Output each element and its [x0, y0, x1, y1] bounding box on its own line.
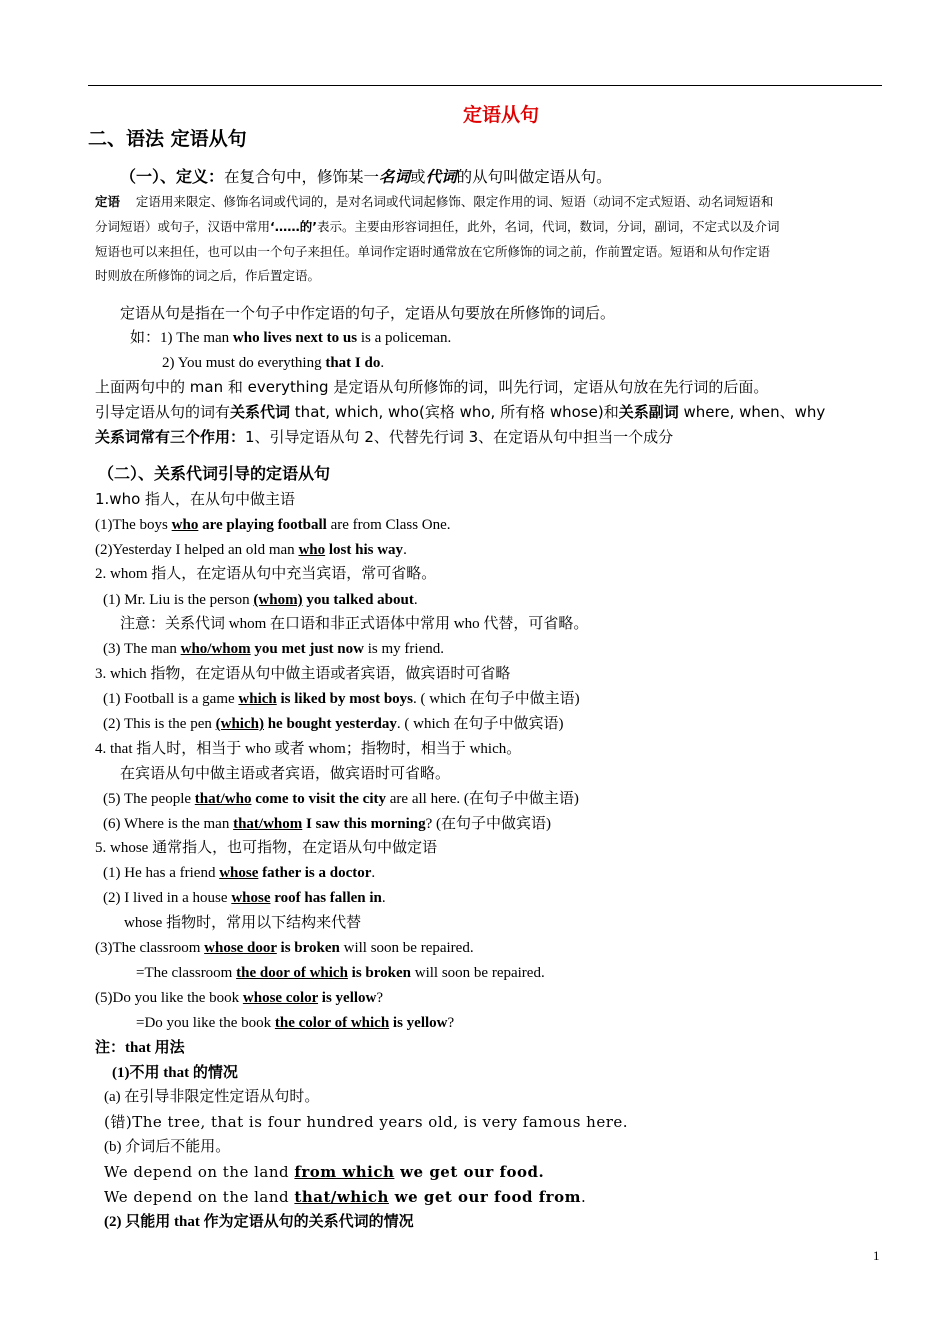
- whose-example-3-equiv: [136, 964, 545, 982]
- note-quote: ‘……的’: [270, 219, 318, 234]
- whom-heading: 2. whom 指人，在定语从句中充当宾语，常可省略。: [95, 566, 437, 582]
- whom3-d: is my friend.: [363, 641, 444, 657]
- who2-rel: who: [298, 542, 326, 558]
- relative-words-c: that, which, who(宾格 who, 所有格 whose)和: [290, 403, 619, 421]
- whose5-clause: is yellow: [318, 990, 377, 1006]
- example-1-c: is a policeman.: [357, 330, 452, 346]
- note-text-2c: 表示。主要由形容词担任，此外，名词，代词，数词，分词，副词，不定式以及介词: [317, 219, 780, 234]
- whose3-d: will soon be repaired.: [339, 940, 474, 956]
- that-heading-2: 在宾语从句中做主语或者宾语，做宾语时可省略。: [120, 766, 451, 782]
- pronoun-term: 代词: [425, 168, 457, 186]
- that5-a: (5) The people: [103, 791, 195, 807]
- which2-clause: he bought yesterday: [263, 716, 397, 732]
- whose2-d: .: [381, 890, 386, 906]
- that6-a: (6) Where is the man: [103, 816, 234, 832]
- whom1-clause: you talked about: [302, 592, 414, 608]
- which1-a: (1) Football is a game: [103, 691, 239, 707]
- antecedent-explanation: 上面两句中的 man 和 everything 是定语从句所修饰的词，叫先行词，定语从句放在先行词的后面。: [95, 378, 769, 396]
- who1-d: are from Class One.: [326, 517, 451, 533]
- note-text-1: 定语用来限定、修饰名词或代词的，是对名词或代词起修饰、限定作用的词、短语（动词不定式短语、动名词短语和: [135, 194, 774, 209]
- document-title: 定语从句: [463, 104, 540, 126]
- example-2: [162, 354, 384, 372]
- noun-term: 名词: [379, 168, 411, 186]
- functions-label: 关系词常有三个作用：: [95, 428, 246, 446]
- whom3-clause: you met just now: [250, 641, 364, 657]
- whose-heading: 5. whose 通常指人，也可指物，在定语从句中做定语: [95, 840, 438, 856]
- relative-words-e: where, when、why: [678, 403, 826, 421]
- example-2-c: .: [380, 355, 385, 371]
- b2-clause: we get our food from: [388, 1188, 581, 1206]
- whom-note: 注意：关系代词 whom 在口语和非正式语体中常用 who 代替，可省略。: [120, 616, 589, 632]
- whom-example-1: [103, 591, 418, 609]
- whose2-rel: whose: [231, 890, 271, 906]
- b2-a: We depend on the land: [104, 1188, 295, 1206]
- b1-clause: we get our food.: [394, 1163, 545, 1181]
- who1-rel: who: [171, 517, 199, 533]
- whose3e-rel: the door of which: [236, 965, 348, 981]
- whose3-rel: whose door: [204, 940, 277, 956]
- definition-label: （一）、定义：: [120, 167, 225, 186]
- whose3e-clause: is broken: [347, 965, 411, 981]
- example-1: [130, 329, 451, 347]
- that-usage-label: 注：that 用法: [95, 1040, 185, 1056]
- who-heading: 1.who 指人，在从句中做主语: [95, 490, 296, 508]
- whom3-a: (3) The man: [103, 641, 181, 657]
- whose3-a: (3)The classroom: [95, 940, 205, 956]
- that-usage-a-example: (错)The tree, that is four hundred years old, is very famous here.: [104, 1113, 629, 1131]
- whose2-clause: roof has fallen in: [270, 890, 382, 906]
- that-usage-a: (a) 在引导非限定性定语从句时。: [104, 1089, 320, 1105]
- note-text-2a: 分词短语）或句子，汉语中常用: [95, 219, 271, 234]
- note-line-2: [95, 219, 780, 234]
- whose1-rel: whose: [219, 865, 259, 881]
- that5-rel: that/who: [194, 791, 252, 807]
- who2-clause: lost his way: [325, 542, 404, 558]
- who1-clause: are playing football: [198, 517, 327, 533]
- definition-or: 或: [410, 168, 426, 186]
- example-1-a: 如：1) The man: [130, 330, 233, 346]
- relative-words-line: [95, 403, 825, 421]
- who-example-1: [95, 516, 451, 534]
- definition-text: 在复合句中，修饰某一: [224, 168, 380, 186]
- that-usage-b-example-1: [104, 1163, 544, 1181]
- that-usage-h1: (1)不用 that 的情况: [112, 1065, 238, 1081]
- that6-rel: that/whom: [233, 816, 303, 832]
- which2-a: (2) This is the pen: [103, 716, 216, 732]
- whose-example-2: [103, 889, 386, 907]
- whose3e-a: =The classroom: [136, 965, 237, 981]
- note-label: 定语: [95, 194, 121, 209]
- section-heading: 二、语法 定语从句: [88, 128, 247, 150]
- functions-list: 1、引导定语从句 2、代替先行词 3、在定语从句中担当一个成分: [245, 428, 674, 446]
- b1-a: We depend on the land: [104, 1163, 295, 1181]
- whose5-d: ?: [376, 990, 384, 1006]
- whose1-a: (1) He has a friend: [103, 865, 220, 881]
- which1-rel: which: [238, 691, 277, 707]
- header-rule: [88, 85, 882, 86]
- relative-adverb-term: 关系副词: [618, 403, 679, 421]
- b2-rel: that/which: [294, 1188, 389, 1206]
- definition-text-end: 的从句叫做定语从句。: [456, 168, 612, 186]
- example-1-clause: who lives next to us: [232, 330, 358, 346]
- relative-pronoun-term: 关系代词: [230, 403, 291, 421]
- that6-clause: I saw this morning: [302, 816, 426, 832]
- who-example-2: [95, 541, 407, 559]
- whose-example-5-equiv: [136, 1014, 454, 1032]
- whose5e-rel: the color of which: [274, 1015, 390, 1031]
- functions-line: [95, 428, 673, 446]
- which1-d: . ( which 在句子中做主语): [413, 691, 580, 707]
- b2-d: .: [580, 1188, 587, 1206]
- whose2-a: (2) I lived in a house: [103, 890, 232, 906]
- example-2-clause: that I do: [325, 355, 381, 371]
- whose5e-a: =Do you like the book: [136, 1015, 275, 1031]
- whose3e-d: will soon be repaired.: [411, 965, 545, 981]
- example-2-a: 2) You must do everything: [162, 355, 326, 371]
- that-heading: 4. that 指人时，相当于 who 或者 whom；指物时，相当于 which。: [95, 741, 522, 757]
- page-number: 1: [873, 1248, 880, 1263]
- whom3-rel: who/whom: [180, 641, 251, 657]
- whose5-a: (5)Do you like the book: [95, 990, 243, 1006]
- that5-clause: come to visit the city: [251, 791, 387, 807]
- relative-words-a: 引导定语从句的词有: [95, 403, 231, 421]
- whose-note: whose 指物时，常用以下结构来代替: [124, 915, 362, 931]
- definition-line: [120, 168, 612, 186]
- who2-d: .: [403, 542, 407, 558]
- that-usage-h2: (2) 只能用 that 作为定语从句的关系代词的情况: [104, 1214, 414, 1230]
- that5-d: are all here. (在句子中做主语): [386, 791, 579, 807]
- whom1-d: .: [413, 592, 418, 608]
- whose-example-5: [95, 989, 383, 1007]
- whom1-rel: (whom): [253, 592, 303, 608]
- which-heading: 3. which 指物，在定语从句中做主语或者宾语，做宾语时可省略: [95, 666, 511, 682]
- that-example-5: [103, 790, 579, 808]
- which-example-2: [103, 715, 564, 733]
- section-2-heading: （二）、关系代词引导的定语从句: [98, 464, 331, 483]
- which1-clause: is liked by most boys: [276, 691, 414, 707]
- whose-example-3: [95, 939, 474, 957]
- whom-example-3: [103, 640, 444, 658]
- whose5e-clause: is yellow: [389, 1015, 448, 1031]
- which2-d: . ( which 在句子中做宾语): [396, 716, 564, 732]
- that-usage-b-example-2: [104, 1188, 586, 1206]
- note-line-4: 时则放在所修饰的词之后，作后置定语。: [95, 268, 321, 283]
- whose5e-d: ?: [447, 1015, 455, 1031]
- note-line-1: [95, 194, 773, 209]
- that-usage-b: (b) 介词后不能用。: [104, 1139, 231, 1155]
- note-line-3: 短语也可以来担任，也可以由一个句子来担任。单词作定语时通常放在它所修饰的词之前，作前置定语。短语和从句作定语: [95, 244, 771, 259]
- who1-a: (1)The boys: [95, 517, 172, 533]
- intro-paragraph: 定语从句是指在一个句子中作定语的句子，定语从句要放在所修饰的词后。: [120, 304, 616, 322]
- that6-d: ? (在句子中做宾语): [425, 816, 552, 832]
- whose-example-1: [103, 864, 375, 882]
- b1-rel: from which: [294, 1163, 395, 1181]
- whom1-a: (1) Mr. Liu is the person: [103, 592, 254, 608]
- whose1-clause: father is a doctor: [258, 865, 372, 881]
- which-example-1: [103, 690, 580, 708]
- which2-rel: (which): [215, 716, 264, 732]
- who2-a: (2)Yesterday I helped an old man: [95, 542, 299, 558]
- whose3-clause: is broken: [276, 940, 340, 956]
- whose5-rel: whose color: [242, 990, 319, 1006]
- that-example-6: [103, 815, 551, 833]
- whose1-d: .: [371, 865, 376, 881]
